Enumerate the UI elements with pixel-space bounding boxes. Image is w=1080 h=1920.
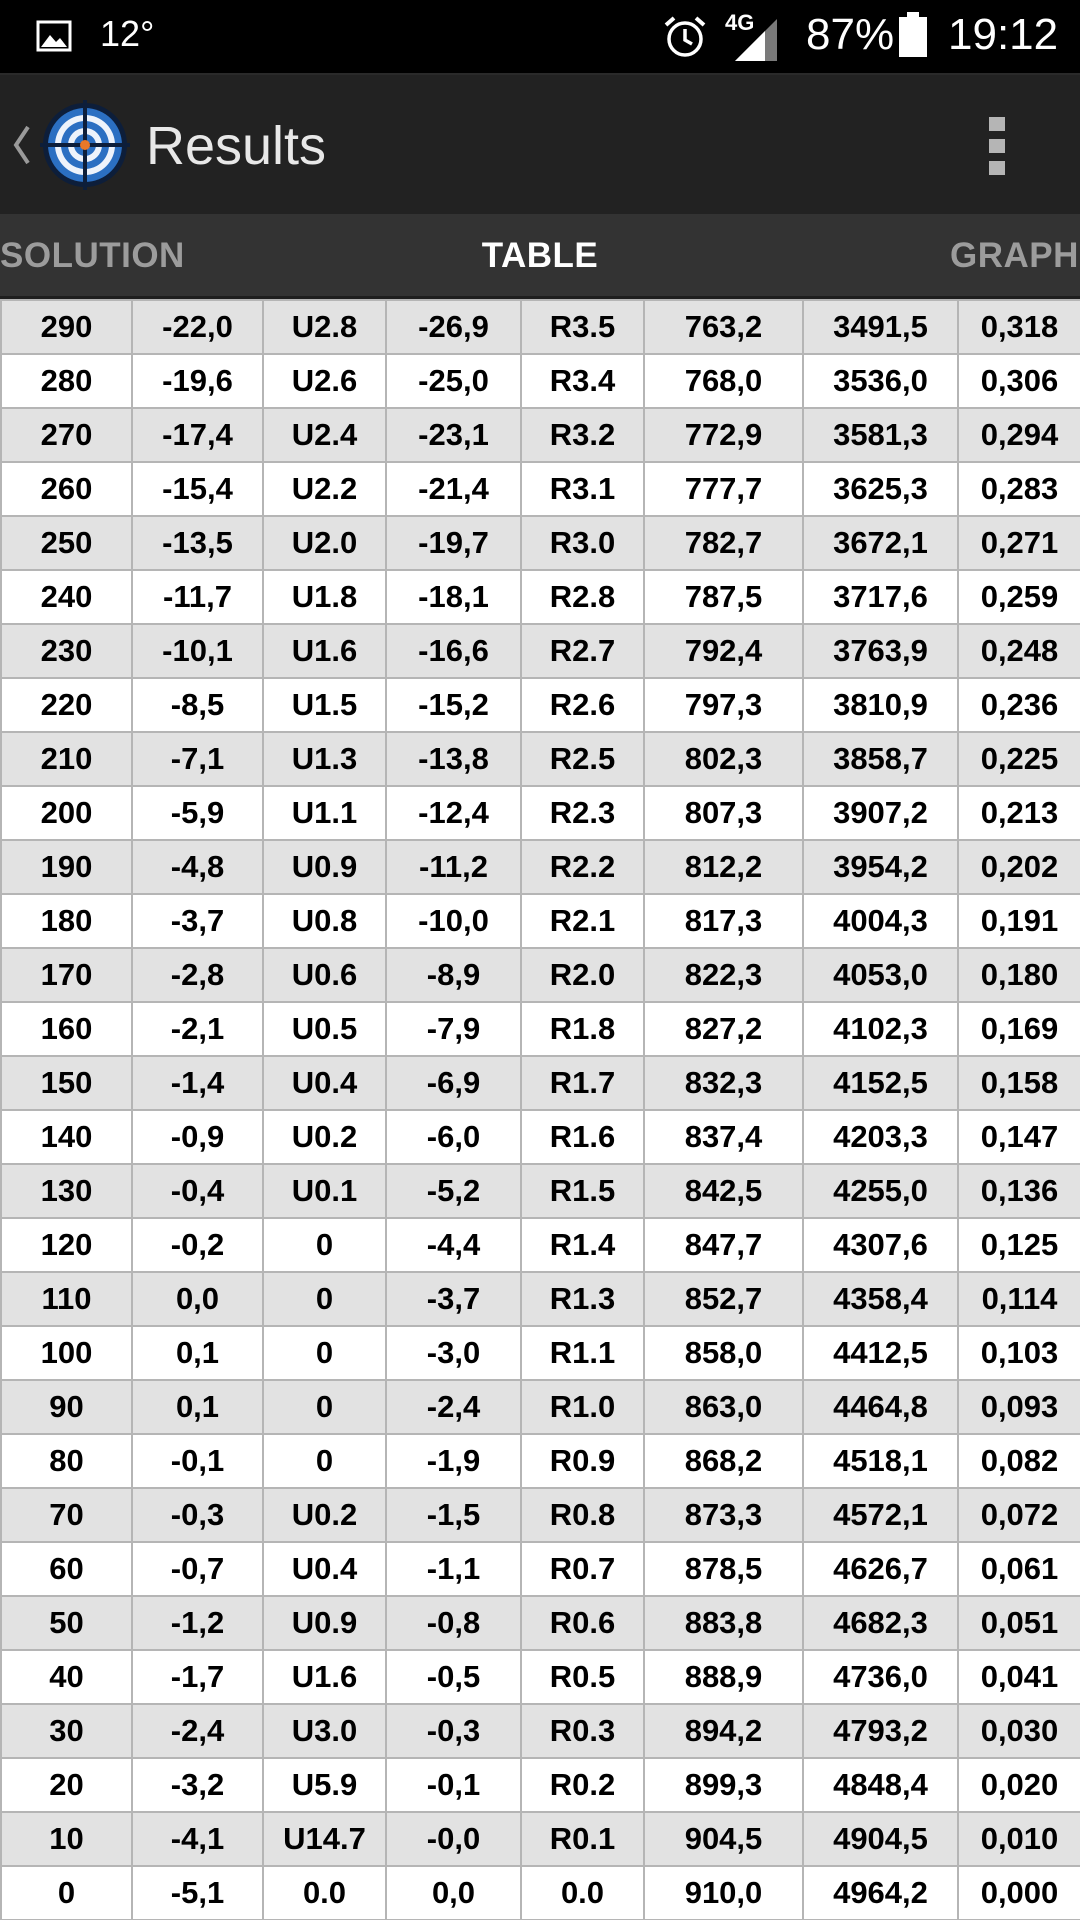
table-cell: -0,4	[132, 1164, 263, 1218]
table-cell: 0,318	[958, 300, 1080, 354]
table-body	[1, 300, 1080, 1920]
table-cell: -6,0	[386, 1110, 521, 1164]
table-cell: R0.5	[521, 1650, 644, 1704]
table-cell: -19,7	[386, 516, 521, 570]
table-row	[1, 786, 1080, 840]
table-cell: 230	[1, 624, 132, 678]
table-cell: R2.0	[521, 948, 644, 1002]
table-cell: -25,0	[386, 354, 521, 408]
table-cell: -26,9	[386, 300, 521, 354]
table-cell: 120	[1, 1218, 132, 1272]
table-cell: 817,3	[644, 894, 803, 948]
table-cell: -11,7	[132, 570, 263, 624]
table-cell: -19,6	[132, 354, 263, 408]
table-cell: 792,4	[644, 624, 803, 678]
table-cell: -1,1	[386, 1542, 521, 1596]
table-cell: 0,072	[958, 1488, 1080, 1542]
table-cell: 0,283	[958, 462, 1080, 516]
table-cell: U2.0	[263, 516, 386, 570]
table-cell: 280	[1, 354, 132, 408]
table-cell: -2,8	[132, 948, 263, 1002]
table-cell: U0.4	[263, 1056, 386, 1110]
table-cell: -23,1	[386, 408, 521, 462]
table-cell: 4964,2	[803, 1866, 958, 1920]
table-cell: -8,5	[132, 678, 263, 732]
table-cell: -18,1	[386, 570, 521, 624]
tab-solution[interactable]: SOLUTION	[0, 236, 185, 275]
table-cell: 290	[1, 300, 132, 354]
table-cell: R0.7	[521, 1542, 644, 1596]
table-cell: 847,7	[644, 1218, 803, 1272]
table-cell: U1.3	[263, 732, 386, 786]
table-cell: -5,9	[132, 786, 263, 840]
table-cell: 894,2	[644, 1704, 803, 1758]
table-cell: 0,202	[958, 840, 1080, 894]
table-cell: U2.2	[263, 462, 386, 516]
table-cell: 873,3	[644, 1488, 803, 1542]
table-cell: R0.8	[521, 1488, 644, 1542]
table-cell: 807,3	[644, 786, 803, 840]
table-cell: 878,5	[644, 1542, 803, 1596]
table-cell: -5,2	[386, 1164, 521, 1218]
table-cell: 180	[1, 894, 132, 948]
table-cell: -17,4	[132, 408, 263, 462]
table-cell: R3.1	[521, 462, 644, 516]
table-cell: U0.1	[263, 1164, 386, 1218]
table-cell: -10,1	[132, 624, 263, 678]
table-cell: 4102,3	[803, 1002, 958, 1056]
table-cell: 0,082	[958, 1434, 1080, 1488]
table-cell: R0.3	[521, 1704, 644, 1758]
table-cell: 0,213	[958, 786, 1080, 840]
app-logo-target-icon[interactable]	[40, 98, 130, 192]
action-bar	[0, 73, 1080, 214]
table-cell: 763,2	[644, 300, 803, 354]
table-cell: 4203,3	[803, 1110, 958, 1164]
table-cell: 3717,6	[803, 570, 958, 624]
table-cell: 837,4	[644, 1110, 803, 1164]
table-row	[1, 1596, 1080, 1650]
table-cell: 0,225	[958, 732, 1080, 786]
table-row	[1, 1758, 1080, 1812]
table-cell: R2.1	[521, 894, 644, 948]
table-cell: 842,5	[644, 1164, 803, 1218]
table-cell: 0,136	[958, 1164, 1080, 1218]
table-cell: R0.6	[521, 1596, 644, 1650]
table-cell: 0,306	[958, 354, 1080, 408]
table-cell: 210	[1, 732, 132, 786]
table-cell: 3536,0	[803, 354, 958, 408]
table-cell: 0,000	[958, 1866, 1080, 1920]
table-cell: U14.7	[263, 1812, 386, 1866]
table-cell: 3907,2	[803, 786, 958, 840]
table-cell: 50	[1, 1596, 132, 1650]
alarm-icon	[662, 14, 708, 60]
table-cell: 0,093	[958, 1380, 1080, 1434]
table-cell: 797,3	[644, 678, 803, 732]
table-cell: R2.5	[521, 732, 644, 786]
table-cell: 30	[1, 1704, 132, 1758]
table-cell: 0,051	[958, 1596, 1080, 1650]
table-cell: -21,4	[386, 462, 521, 516]
table-cell: -1,4	[132, 1056, 263, 1110]
table-cell: -2,4	[132, 1704, 263, 1758]
table-cell: 782,7	[644, 516, 803, 570]
table-cell: -3,7	[132, 894, 263, 948]
table-row	[1, 1002, 1080, 1056]
table-row	[1, 1488, 1080, 1542]
table-cell: 0,191	[958, 894, 1080, 948]
table-cell: 0	[263, 1380, 386, 1434]
table-row	[1, 1164, 1080, 1218]
table-row	[1, 1704, 1080, 1758]
signal-strength-icon	[727, 17, 779, 63]
table-cell: R0.2	[521, 1758, 644, 1812]
table-cell: 4682,3	[803, 1596, 958, 1650]
table-cell: R1.8	[521, 1002, 644, 1056]
table-cell: 260	[1, 462, 132, 516]
table-cell: U1.5	[263, 678, 386, 732]
table-cell: 4572,1	[803, 1488, 958, 1542]
table-cell: -0,0	[386, 1812, 521, 1866]
table-cell: 110	[1, 1272, 132, 1326]
table-cell: U0.5	[263, 1002, 386, 1056]
table-cell: -0,7	[132, 1542, 263, 1596]
table-row	[1, 1056, 1080, 1110]
table-cell: U0.6	[263, 948, 386, 1002]
table-row	[1, 840, 1080, 894]
table-cell: 0	[263, 1326, 386, 1380]
table-cell: 852,7	[644, 1272, 803, 1326]
table-cell: 3672,1	[803, 516, 958, 570]
table-cell: 863,0	[644, 1380, 803, 1434]
table-cell: 0,271	[958, 516, 1080, 570]
table-cell: -0,9	[132, 1110, 263, 1164]
table-cell: -4,1	[132, 1812, 263, 1866]
table-cell: 787,5	[644, 570, 803, 624]
table-cell: -2,1	[132, 1002, 263, 1056]
table-cell: -0,1	[132, 1434, 263, 1488]
table-cell: -13,8	[386, 732, 521, 786]
table-cell: 832,3	[644, 1056, 803, 1110]
table-cell: -0,8	[386, 1596, 521, 1650]
table-cell: R3.2	[521, 408, 644, 462]
table-cell: 4736,0	[803, 1650, 958, 1704]
table-cell: 90	[1, 1380, 132, 1434]
table-cell: -2,4	[386, 1380, 521, 1434]
table-cell: R2.6	[521, 678, 644, 732]
table-row	[1, 354, 1080, 408]
table-cell: 4255,0	[803, 1164, 958, 1218]
table-row	[1, 1866, 1080, 1920]
table-cell: 812,2	[644, 840, 803, 894]
status-bar	[0, 0, 1080, 73]
table-cell: R3.0	[521, 516, 644, 570]
table-row	[1, 1542, 1080, 1596]
table-cell: 4152,5	[803, 1056, 958, 1110]
table-cell: 140	[1, 1110, 132, 1164]
table-cell: U3.0	[263, 1704, 386, 1758]
table-cell: 3858,7	[803, 732, 958, 786]
overflow-menu-icon[interactable]	[982, 113, 1012, 179]
table-cell: 4904,5	[803, 1812, 958, 1866]
table-cell: 270	[1, 408, 132, 462]
table-cell: 4412,5	[803, 1326, 958, 1380]
table-cell: -10,0	[386, 894, 521, 948]
back-chevron-icon[interactable]	[8, 117, 34, 173]
table-cell: R0.1	[521, 1812, 644, 1866]
table-cell: -3,2	[132, 1758, 263, 1812]
table-cell: -7,1	[132, 732, 263, 786]
table-cell: -22,0	[132, 300, 263, 354]
tab-table[interactable]: TABLE	[481, 236, 599, 275]
table-cell: R1.0	[521, 1380, 644, 1434]
table-row	[1, 678, 1080, 732]
table-cell: 0,147	[958, 1110, 1080, 1164]
table-cell: 0,248	[958, 624, 1080, 678]
table-row	[1, 732, 1080, 786]
table-row	[1, 1326, 1080, 1380]
table-cell: R0.9	[521, 1434, 644, 1488]
table-cell: -1,9	[386, 1434, 521, 1488]
table-cell: -5,1	[132, 1866, 263, 1920]
table-cell: 4307,6	[803, 1218, 958, 1272]
network-type-text: 4G	[725, 10, 755, 35]
table-cell: R3.4	[521, 354, 644, 408]
table-cell: -4,8	[132, 840, 263, 894]
table-cell: 0	[263, 1434, 386, 1488]
table-cell: U0.4	[263, 1542, 386, 1596]
table-cell: R1.5	[521, 1164, 644, 1218]
table-cell: -15,2	[386, 678, 521, 732]
table-row	[1, 894, 1080, 948]
page-title: Results	[146, 116, 327, 176]
table-cell: U0.2	[263, 1488, 386, 1542]
table-cell: -16,6	[386, 624, 521, 678]
table-cell: 4626,7	[803, 1542, 958, 1596]
table-cell: -0,1	[386, 1758, 521, 1812]
table-cell: 20	[1, 1758, 132, 1812]
table-cell: 80	[1, 1434, 132, 1488]
table-row	[1, 1272, 1080, 1326]
table-cell: R3.5	[521, 300, 644, 354]
table-cell: R1.7	[521, 1056, 644, 1110]
table-row	[1, 408, 1080, 462]
table-cell: 3625,3	[803, 462, 958, 516]
table-cell: 0,125	[958, 1218, 1080, 1272]
table-cell: -0,2	[132, 1218, 263, 1272]
clock: 19:12	[948, 10, 1059, 59]
table-cell: 0,020	[958, 1758, 1080, 1812]
table-cell: 0,0	[132, 1272, 263, 1326]
table-row	[1, 1380, 1080, 1434]
table-cell: 802,3	[644, 732, 803, 786]
table-cell: 0	[263, 1218, 386, 1272]
table-cell: 4358,4	[803, 1272, 958, 1326]
table-row	[1, 1110, 1080, 1164]
table-cell: 827,2	[644, 1002, 803, 1056]
tab-graph[interactable]: GRAPH	[950, 236, 1079, 275]
table-cell: 160	[1, 1002, 132, 1056]
results-table-container[interactable]	[0, 299, 1080, 1920]
table-cell: R1.4	[521, 1218, 644, 1272]
table-cell: 4793,2	[803, 1704, 958, 1758]
table-row	[1, 1812, 1080, 1866]
table-cell: R1.6	[521, 1110, 644, 1164]
table-cell: 868,2	[644, 1434, 803, 1488]
table-cell: 4004,3	[803, 894, 958, 948]
table-cell: 0,041	[958, 1650, 1080, 1704]
table-cell: R2.8	[521, 570, 644, 624]
tab-bar	[0, 214, 1080, 299]
table-cell: -0,3	[132, 1488, 263, 1542]
table-row	[1, 300, 1080, 354]
table-cell: 904,5	[644, 1812, 803, 1866]
table-cell: 910,0	[644, 1866, 803, 1920]
table-cell: 0.0	[521, 1866, 644, 1920]
table-cell: U1.1	[263, 786, 386, 840]
table-cell: 0,061	[958, 1542, 1080, 1596]
table-cell: -13,5	[132, 516, 263, 570]
table-cell: -3,0	[386, 1326, 521, 1380]
table-cell: 0,103	[958, 1326, 1080, 1380]
table-cell: 3810,9	[803, 678, 958, 732]
table-cell: 170	[1, 948, 132, 1002]
table-cell: -15,4	[132, 462, 263, 516]
battery-icon	[898, 12, 928, 58]
table-cell: 4518,1	[803, 1434, 958, 1488]
table-row	[1, 570, 1080, 624]
table-row	[1, 1218, 1080, 1272]
battery-percentage: 87%	[806, 10, 895, 59]
table-cell: 4053,0	[803, 948, 958, 1002]
table-cell: -4,4	[386, 1218, 521, 1272]
table-cell: U1.6	[263, 1650, 386, 1704]
table-cell: 10	[1, 1812, 132, 1866]
table-cell: 150	[1, 1056, 132, 1110]
table-cell: 3954,2	[803, 840, 958, 894]
table-cell: 190	[1, 840, 132, 894]
table-cell: 0.0	[263, 1866, 386, 1920]
table-cell: 768,0	[644, 354, 803, 408]
table-cell: 240	[1, 570, 132, 624]
table-row	[1, 948, 1080, 1002]
table-cell: U5.9	[263, 1758, 386, 1812]
table-cell: 3581,3	[803, 408, 958, 462]
table-cell: 130	[1, 1164, 132, 1218]
table-row	[1, 1650, 1080, 1704]
table-cell: -8,9	[386, 948, 521, 1002]
table-row	[1, 516, 1080, 570]
table-cell: -7,9	[386, 1002, 521, 1056]
table-cell: -1,2	[132, 1596, 263, 1650]
table-cell: -3,7	[386, 1272, 521, 1326]
table-cell: U2.8	[263, 300, 386, 354]
table-cell: U0.8	[263, 894, 386, 948]
table-cell: 777,7	[644, 462, 803, 516]
table-cell: R1.3	[521, 1272, 644, 1326]
table-cell: 220	[1, 678, 132, 732]
table-cell: R2.7	[521, 624, 644, 678]
table-cell: 899,3	[644, 1758, 803, 1812]
table-cell: U1.6	[263, 624, 386, 678]
table-cell: 100	[1, 1326, 132, 1380]
table-cell: 0,0	[386, 1866, 521, 1920]
table-cell: 0	[263, 1272, 386, 1326]
table-cell: 3763,9	[803, 624, 958, 678]
table-cell: 0,236	[958, 678, 1080, 732]
table-cell: 70	[1, 1488, 132, 1542]
table-cell: 0	[1, 1866, 132, 1920]
table-cell: 0,259	[958, 570, 1080, 624]
table-cell: 60	[1, 1542, 132, 1596]
table-cell: R2.3	[521, 786, 644, 840]
table-cell: -1,5	[386, 1488, 521, 1542]
table-cell: -12,4	[386, 786, 521, 840]
table-row	[1, 624, 1080, 678]
table-cell: 822,3	[644, 948, 803, 1002]
temperature-text: 12°	[100, 13, 155, 54]
table-cell: U0.9	[263, 1596, 386, 1650]
table-cell: -6,9	[386, 1056, 521, 1110]
table-cell: -1,7	[132, 1650, 263, 1704]
table-cell: 0,1	[132, 1326, 263, 1380]
table-cell: R2.2	[521, 840, 644, 894]
table-cell: 888,9	[644, 1650, 803, 1704]
table-cell: 250	[1, 516, 132, 570]
table-cell: -0,5	[386, 1650, 521, 1704]
table-cell: 200	[1, 786, 132, 840]
table-cell: 0,294	[958, 408, 1080, 462]
image-notification-icon	[36, 20, 72, 52]
table-cell: -11,2	[386, 840, 521, 894]
table-cell: U2.6	[263, 354, 386, 408]
table-cell: U0.2	[263, 1110, 386, 1164]
table-cell: 772,9	[644, 408, 803, 462]
table-cell: 858,0	[644, 1326, 803, 1380]
table-row	[1, 1434, 1080, 1488]
table-cell: 0,010	[958, 1812, 1080, 1866]
table-cell: 0,169	[958, 1002, 1080, 1056]
table-cell: 4848,4	[803, 1758, 958, 1812]
table-cell: 0,1	[132, 1380, 263, 1434]
table-cell: 0,114	[958, 1272, 1080, 1326]
table-cell: 4464,8	[803, 1380, 958, 1434]
table-cell: U2.4	[263, 408, 386, 462]
table-cell: 0,030	[958, 1704, 1080, 1758]
table-cell: U0.9	[263, 840, 386, 894]
table-cell: -0,3	[386, 1704, 521, 1758]
table-cell: U1.8	[263, 570, 386, 624]
table-cell: 40	[1, 1650, 132, 1704]
table-row	[1, 462, 1080, 516]
results-table	[0, 299, 1080, 1920]
table-cell: 883,8	[644, 1596, 803, 1650]
table-cell: 0,158	[958, 1056, 1080, 1110]
table-cell: 0,180	[958, 948, 1080, 1002]
table-cell: 3491,5	[803, 300, 958, 354]
table-cell: R1.1	[521, 1326, 644, 1380]
